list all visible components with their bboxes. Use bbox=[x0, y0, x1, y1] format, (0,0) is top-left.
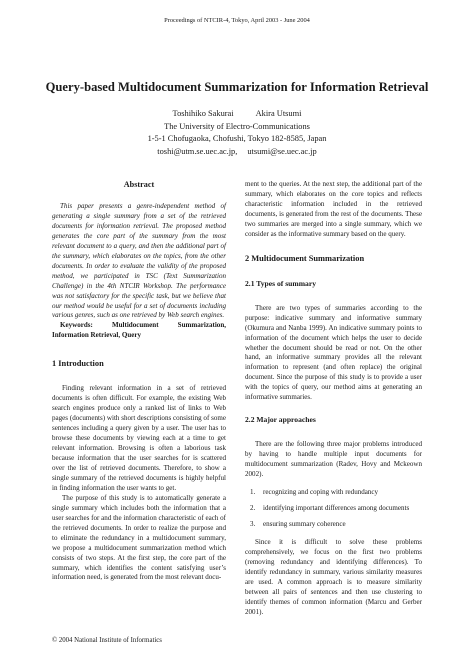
section-1-heading: 1 Introduction bbox=[52, 359, 104, 369]
problem-list bbox=[245, 488, 422, 530]
author-block bbox=[0, 108, 474, 158]
list-item-text: recognizing and coping with redundancy bbox=[263, 488, 379, 497]
subsection-2-2-heading: 2.2 Major approaches bbox=[245, 415, 316, 425]
left-column bbox=[52, 180, 226, 583]
subsection-2-2-paragraph-2: Since it is difficult to solve these problems comprehensively, we focus on the first two problems (removing redundancy and identifying differences). To identify redundancy in summary, various similarity measures are used. A common approach is to measure similarity between all pairs of sentences and then use clustering to identify themes of common information (Marcu and Gerber 2001). bbox=[245, 537, 422, 616]
subsection-2-1-heading: 2.1 Types of summary bbox=[245, 278, 317, 288]
right-column bbox=[245, 180, 422, 618]
email: toshi@utm.se.uec.ac.jp, bbox=[157, 146, 238, 156]
abstract-heading: Abstract bbox=[123, 180, 155, 189]
intro-paragraph-2: The purpose of this study is to automatically generate a single summary which includes both the information that a user searches for and the information characteristic of each of the retrieved documents. In order to realize the purpose and to eliminate the redundancy in a multidocument summary, we propose a multidocument summarization method which consists of two steps. At the first step, the core part of the summary, which identifies the content satisfying user’s information need, is generated from the most relevant docu- bbox=[52, 493, 226, 582]
running-header: Proceedings of NTCIR-4, Tokyo, April 2003 - June 2004 bbox=[164, 17, 310, 24]
abstract-body: This paper presents a genre-independent method of generating a single summary from a set of the retrieved documents for information retrieval. The proposed method generates the core part of the summary from the most relevant document to a query, and then the additional part of the summary, which elaborates on the topics, from the other documents. In order to evaluate the validity of the proposed method, we participated in TSC (Text Summarization Challenge) in the 4th NTCIR Workshop. The performance was not satisfactory for the specific task, but we believe that our method would be useful for a set of documents including various genres, such as one retrieved by Web search engines. bbox=[52, 202, 226, 320]
affiliation: The University of Electro-Communications bbox=[164, 121, 310, 131]
list-item-text: ensuring summary coherence bbox=[263, 519, 346, 528]
author-names bbox=[0, 108, 474, 121]
list-item-number: 1. bbox=[250, 488, 256, 497]
list-item-number: 2. bbox=[250, 504, 256, 513]
subsection-2-2-paragraph-1: There are the following three major problems introduced by having to handle multiple input documents for multidocument summarization (Radev, Hovy and Mckeown 2002). bbox=[245, 440, 422, 479]
list-item bbox=[245, 488, 422, 498]
intro-paragraph-1: Finding relevant information in a set of retrieved documents is often difficult. For example, the existing Web search engines produce only a ranked list of links to Web pages (documents) with short descriptions consisting of some sentences including a query given by a user. The user has to browse these documents by viewing each at a time to get relevant information. Browsing is often a laborious task because information that the user searches for is scattered over the list of retrieved documents. Therefore, to show a single summary of the retrieved documents is highly helpful in finding information the user wants to get. bbox=[52, 384, 226, 492]
intro-paragraph-2-continued: ment to the queries. At the next step, the additional part of the summary, which elaborates on the core topics and reflects characteristic information included in the retrieved documents, is generated from the rest of the documents. These two summaries are merged into a single summary, which we consider as the informative summary based on the query. bbox=[245, 180, 422, 238]
keywords: Keywords: Multidocument Summarization, Information Retrieval, Query bbox=[52, 321, 226, 340]
author-emails bbox=[0, 146, 474, 159]
subsection-2-1-paragraph: There are two types of summaries according to the purpose: indicative summary and informative summary (Okumura and Nanba 1999). An indicative summary points to information of the document which helps the user to decide whether the document should be read or not. On the other hand, an informative summary provides all the relevant information to represent (and often replace) the original document. Since the purpose of this study is to provide a user with the topics of query, our method aims at generating an informative summaries. bbox=[245, 303, 422, 402]
paper-title: Query-based Multidocument Summarization for Information Retrieval bbox=[45, 80, 429, 94]
list-item-number: 3. bbox=[250, 519, 256, 528]
author-name: Toshihiko Sakurai bbox=[172, 109, 234, 118]
address: 1-5-1 Chofugaoka, Chofushi, Tokyo 182-8585, Japan bbox=[147, 134, 327, 144]
section-2-heading: 2 Multidocument Summarization bbox=[245, 253, 365, 263]
list-item bbox=[245, 520, 422, 530]
author-name: Akira Utsumi bbox=[255, 109, 302, 118]
list-item bbox=[245, 504, 422, 514]
list-item-text: identifying important differences among documents bbox=[263, 504, 410, 513]
email: utsumi@se.uec.ac.jp bbox=[247, 146, 317, 156]
copyright-footer: © 2004 National Institute of Informatics bbox=[52, 637, 162, 644]
